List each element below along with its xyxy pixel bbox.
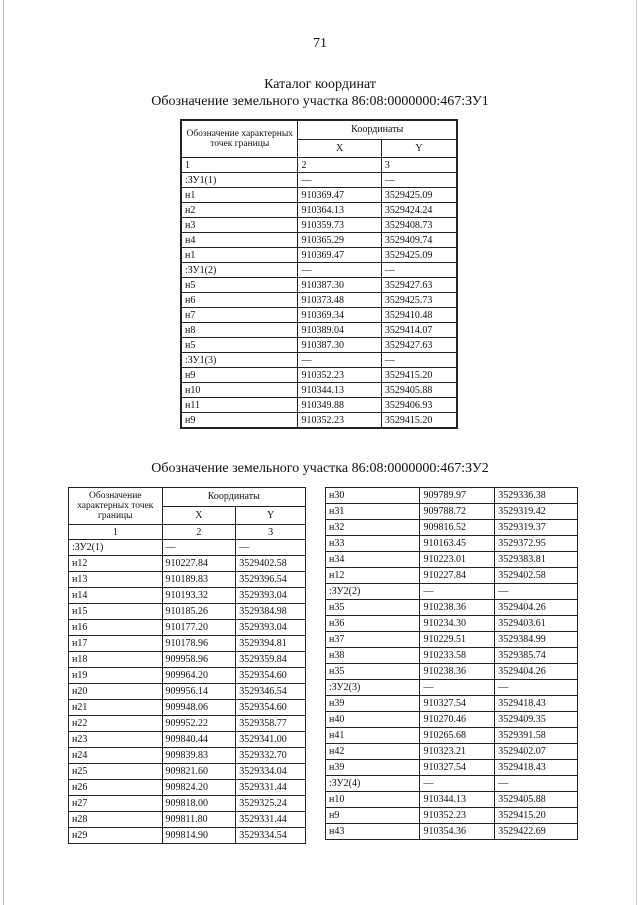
- y-cell: 3529408.73: [381, 218, 457, 233]
- point-cell: н1: [181, 248, 298, 263]
- point-cell: н5: [181, 338, 298, 353]
- point-cell: н34: [326, 552, 420, 568]
- point-cell: н7: [181, 308, 298, 323]
- header-col-num: 1: [181, 158, 298, 173]
- point-cell: н12: [326, 568, 420, 584]
- table-row: [326, 584, 578, 600]
- x-cell: —: [420, 584, 495, 600]
- y-cell: 3529418.43: [495, 696, 578, 712]
- point-cell: н31: [326, 504, 420, 520]
- point-cell: н2: [181, 203, 298, 218]
- table-row: [181, 308, 457, 323]
- x-cell: 909814.90: [162, 828, 236, 844]
- y-cell: 3529405.88: [381, 383, 457, 398]
- table-row: [69, 812, 306, 828]
- x-cell: —: [162, 540, 236, 556]
- x-cell: 910352.23: [420, 808, 495, 824]
- y-cell: 3529425.09: [381, 248, 457, 263]
- point-cell: н11: [181, 398, 298, 413]
- table-row: [69, 700, 306, 716]
- x-cell: —: [298, 173, 381, 188]
- y-cell: 3529396.54: [236, 572, 306, 588]
- x-cell: 910344.13: [298, 383, 381, 398]
- header-col-num: 3: [236, 525, 306, 540]
- point-cell: н22: [69, 716, 163, 732]
- table-row: [326, 696, 578, 712]
- point-cell: н24: [69, 748, 163, 764]
- table-row: [326, 536, 578, 552]
- header-col-num: 2: [162, 525, 236, 540]
- x-cell: 910344.13: [420, 792, 495, 808]
- y-cell: 3529427.63: [381, 278, 457, 293]
- table-row: [181, 323, 457, 338]
- y-cell: 3529414.07: [381, 323, 457, 338]
- table-row: [69, 716, 306, 732]
- header-x: X: [298, 139, 381, 157]
- point-cell: н33: [326, 536, 420, 552]
- x-cell: 910177.20: [162, 620, 236, 636]
- table-row: [69, 620, 306, 636]
- table-row: [69, 572, 306, 588]
- point-cell: н41: [326, 728, 420, 744]
- table-row: [69, 780, 306, 796]
- table-row: [326, 808, 578, 824]
- header-y: Y: [236, 506, 306, 525]
- table-row: [326, 504, 578, 520]
- table-row: [181, 293, 457, 308]
- x-cell: 910234.30: [420, 616, 495, 632]
- x-cell: 910365.29: [298, 233, 381, 248]
- coords-table-zu2-right-body: [326, 488, 578, 840]
- x-cell: 910387.30: [298, 338, 381, 353]
- point-cell: н8: [181, 323, 298, 338]
- y-cell: 3529402.58: [236, 556, 306, 572]
- point-cell: н6: [181, 293, 298, 308]
- x-cell: 910359.73: [298, 218, 381, 233]
- x-cell: 910193.32: [162, 588, 236, 604]
- table-row: [69, 588, 306, 604]
- x-cell: 910354.36: [420, 824, 495, 840]
- table-row: [326, 520, 578, 536]
- table-row: [326, 728, 578, 744]
- y-cell: 3529404.26: [495, 664, 578, 680]
- y-cell: 3529394.81: [236, 636, 306, 652]
- point-cell: н27: [69, 796, 163, 812]
- table-row: [69, 684, 306, 700]
- header-col-num: 2: [298, 158, 381, 173]
- y-cell: 3529393.04: [236, 588, 306, 604]
- point-cell: н25: [69, 764, 163, 780]
- y-cell: —: [381, 263, 457, 278]
- point-cell: н39: [326, 696, 420, 712]
- table-row: [181, 398, 457, 413]
- table-row: [181, 368, 457, 383]
- y-cell: 3529418.43: [495, 760, 578, 776]
- table-row: [326, 760, 578, 776]
- y-cell: 3529336.38: [495, 488, 578, 504]
- x-cell: 910223.01: [420, 552, 495, 568]
- point-cell: н39: [326, 760, 420, 776]
- point-cell: :ЗУ2(2): [326, 584, 420, 600]
- y-cell: 3529384.99: [495, 632, 578, 648]
- table-row: [69, 828, 306, 844]
- x-cell: —: [298, 263, 381, 278]
- table-row: [326, 744, 578, 760]
- point-cell: н13: [69, 572, 163, 588]
- y-cell: 3529405.88: [495, 792, 578, 808]
- x-cell: 910189.83: [162, 572, 236, 588]
- point-cell: н5: [181, 278, 298, 293]
- table-row: [181, 383, 457, 398]
- x-cell: 910229.51: [420, 632, 495, 648]
- y-cell: 3529332.70: [236, 748, 306, 764]
- table-row: [181, 353, 457, 368]
- header-coords: Координаты: [298, 120, 457, 139]
- y-cell: 3529384.98: [236, 604, 306, 620]
- coords-table-zu1-body: [181, 173, 457, 429]
- table-row: [181, 278, 457, 293]
- y-cell: 3529354.60: [236, 700, 306, 716]
- x-cell: 909958.96: [162, 652, 236, 668]
- y-cell: 3529415.20: [381, 413, 457, 429]
- x-cell: 909811.80: [162, 812, 236, 828]
- point-cell: н20: [69, 684, 163, 700]
- table-row: [69, 556, 306, 572]
- x-cell: 909821.60: [162, 764, 236, 780]
- point-cell: н10: [326, 792, 420, 808]
- point-cell: н9: [181, 368, 298, 383]
- header-y: Y: [381, 139, 457, 157]
- table-row: [181, 233, 457, 248]
- point-cell: :ЗУ1(1): [181, 173, 298, 188]
- x-cell: —: [420, 776, 495, 792]
- x-cell: 909839.83: [162, 748, 236, 764]
- point-cell: н1: [181, 188, 298, 203]
- table-row: [326, 568, 578, 584]
- table-row: [181, 248, 457, 263]
- x-cell: 910233.58: [420, 648, 495, 664]
- y-cell: 3529331.44: [236, 812, 306, 828]
- table-row: [181, 188, 457, 203]
- y-cell: 3529358.77: [236, 716, 306, 732]
- table-row: [326, 648, 578, 664]
- table-row: [69, 652, 306, 668]
- y-cell: 3529424.24: [381, 203, 457, 218]
- point-cell: н9: [326, 808, 420, 824]
- x-cell: 910238.36: [420, 664, 495, 680]
- x-cell: 909956.14: [162, 684, 236, 700]
- y-cell: —: [495, 584, 578, 600]
- x-cell: 910352.23: [298, 413, 381, 429]
- point-cell: н28: [69, 812, 163, 828]
- header-coords: Координаты: [162, 488, 305, 507]
- y-cell: 3529372.95: [495, 536, 578, 552]
- x-cell: 909824.20: [162, 780, 236, 796]
- header-col-num: 1: [69, 525, 163, 540]
- y-cell: 3529425.73: [381, 293, 457, 308]
- y-cell: —: [381, 173, 457, 188]
- x-cell: 910352.23: [298, 368, 381, 383]
- point-cell: н16: [69, 620, 163, 636]
- x-cell: 909818.00: [162, 796, 236, 812]
- table-row: [69, 636, 306, 652]
- x-cell: 909816.52: [420, 520, 495, 536]
- y-cell: 3529334.54: [236, 828, 306, 844]
- y-cell: 3529404.26: [495, 600, 578, 616]
- x-cell: 910163.45: [420, 536, 495, 552]
- y-cell: 3529319.42: [495, 504, 578, 520]
- x-cell: 910369.34: [298, 308, 381, 323]
- table-row: [181, 263, 457, 278]
- point-cell: н9: [181, 413, 298, 429]
- table-row: [181, 338, 457, 353]
- y-cell: 3529391.58: [495, 728, 578, 744]
- point-cell: :ЗУ2(3): [326, 680, 420, 696]
- y-cell: 3529427.63: [381, 338, 457, 353]
- coords-table-zu2-left: [68, 487, 306, 844]
- coords-table-zu2-right: [325, 487, 578, 840]
- y-cell: 3529331.44: [236, 780, 306, 796]
- x-cell: 910389.04: [298, 323, 381, 338]
- x-cell: 910327.54: [420, 760, 495, 776]
- point-cell: н3: [181, 218, 298, 233]
- x-cell: 910227.84: [162, 556, 236, 572]
- point-cell: н12: [69, 556, 163, 572]
- table-row: [181, 218, 457, 233]
- point-cell: н32: [326, 520, 420, 536]
- scan-edge-left: [3, 0, 4, 905]
- point-cell: н14: [69, 588, 163, 604]
- y-cell: 3529409.35: [495, 712, 578, 728]
- y-cell: 3529346.54: [236, 684, 306, 700]
- table-row: [326, 488, 578, 504]
- point-cell: н4: [181, 233, 298, 248]
- point-cell: н35: [326, 664, 420, 680]
- x-cell: 910373.48: [298, 293, 381, 308]
- table-row: [69, 748, 306, 764]
- point-cell: :ЗУ2(4): [326, 776, 420, 792]
- point-cell: н29: [69, 828, 163, 844]
- coords-table-zu1: [180, 119, 458, 429]
- header-points: Обозначение характерных точек границы: [69, 488, 163, 525]
- plot1-title: Обозначение земельного участка 86:08:0000000:467:ЗУ1: [151, 94, 489, 109]
- y-cell: 3529325.24: [236, 796, 306, 812]
- point-cell: :ЗУ1(3): [181, 353, 298, 368]
- point-cell: н15: [69, 604, 163, 620]
- point-cell: н40: [326, 712, 420, 728]
- y-cell: 3529425.09: [381, 188, 457, 203]
- table-row: [326, 600, 578, 616]
- y-cell: —: [381, 353, 457, 368]
- coords-table-zu2-left-body: [69, 540, 306, 844]
- y-cell: 3529359.84: [236, 652, 306, 668]
- x-cell: 910185.26: [162, 604, 236, 620]
- point-cell: н43: [326, 824, 420, 840]
- point-cell: н21: [69, 700, 163, 716]
- x-cell: 910227.84: [420, 568, 495, 584]
- x-cell: 910369.47: [298, 188, 381, 203]
- y-cell: 3529402.07: [495, 744, 578, 760]
- header-points: Обозначение характерных точек границы: [181, 120, 298, 158]
- y-cell: 3529403.61: [495, 616, 578, 632]
- point-cell: н17: [69, 636, 163, 652]
- x-cell: 910387.30: [298, 278, 381, 293]
- table-row: [69, 732, 306, 748]
- x-cell: 909788.72: [420, 504, 495, 520]
- y-cell: 3529354.60: [236, 668, 306, 684]
- table-row: [326, 632, 578, 648]
- table-row: [69, 540, 306, 556]
- table-row: [326, 712, 578, 728]
- header-col-num: 3: [381, 158, 457, 173]
- point-cell: н26: [69, 780, 163, 796]
- x-cell: 909840.44: [162, 732, 236, 748]
- table-row: [181, 413, 457, 429]
- y-cell: 3529402.58: [495, 568, 578, 584]
- y-cell: 3529415.20: [381, 368, 457, 383]
- x-cell: 909948.06: [162, 700, 236, 716]
- table-row: [326, 680, 578, 696]
- x-cell: 909964.20: [162, 668, 236, 684]
- y-cell: 3529334.04: [236, 764, 306, 780]
- point-cell: н19: [69, 668, 163, 684]
- table-row: [69, 764, 306, 780]
- y-cell: 3529409.74: [381, 233, 457, 248]
- x-cell: 909952.22: [162, 716, 236, 732]
- table-row: [181, 173, 457, 188]
- table-row: [326, 616, 578, 632]
- x-cell: 910178.96: [162, 636, 236, 652]
- x-cell: —: [298, 353, 381, 368]
- y-cell: 3529410.48: [381, 308, 457, 323]
- y-cell: 3529383.81: [495, 552, 578, 568]
- point-cell: н38: [326, 648, 420, 664]
- point-cell: н42: [326, 744, 420, 760]
- page-number: 71: [313, 36, 327, 51]
- catalog-title: Каталог координат: [264, 77, 376, 92]
- y-cell: 3529415.20: [495, 808, 578, 824]
- table-row: [326, 824, 578, 840]
- x-cell: —: [420, 680, 495, 696]
- table-row: [69, 668, 306, 684]
- table-row: [181, 203, 457, 218]
- y-cell: 3529422.69: [495, 824, 578, 840]
- table-row: [69, 604, 306, 620]
- x-cell: 910369.47: [298, 248, 381, 263]
- point-cell: :ЗУ2(1): [69, 540, 163, 556]
- x-cell: 910327.54: [420, 696, 495, 712]
- x-cell: 910349.88: [298, 398, 381, 413]
- table-row: [326, 792, 578, 808]
- y-cell: 3529341.00: [236, 732, 306, 748]
- x-cell: 909789.97: [420, 488, 495, 504]
- y-cell: —: [495, 776, 578, 792]
- plot2-title: Обозначение земельного участка 86:08:0000000:467:ЗУ2: [151, 461, 489, 476]
- y-cell: 3529385.74: [495, 648, 578, 664]
- point-cell: н35: [326, 600, 420, 616]
- x-cell: 910270.46: [420, 712, 495, 728]
- header-x: X: [162, 506, 236, 525]
- point-cell: :ЗУ1(2): [181, 263, 298, 278]
- y-cell: 3529406.93: [381, 398, 457, 413]
- point-cell: н36: [326, 616, 420, 632]
- point-cell: н37: [326, 632, 420, 648]
- x-cell: 910364.13: [298, 203, 381, 218]
- scan-edge-right: [636, 0, 637, 905]
- y-cell: —: [495, 680, 578, 696]
- table-row: [326, 664, 578, 680]
- point-cell: н30: [326, 488, 420, 504]
- y-cell: 3529393.04: [236, 620, 306, 636]
- table-row: [69, 796, 306, 812]
- table-row: [326, 776, 578, 792]
- point-cell: н18: [69, 652, 163, 668]
- y-cell: —: [236, 540, 306, 556]
- x-cell: 910265.68: [420, 728, 495, 744]
- table-row: [326, 552, 578, 568]
- y-cell: 3529319.37: [495, 520, 578, 536]
- point-cell: н10: [181, 383, 298, 398]
- x-cell: 910238.36: [420, 600, 495, 616]
- x-cell: 910323.21: [420, 744, 495, 760]
- point-cell: н23: [69, 732, 163, 748]
